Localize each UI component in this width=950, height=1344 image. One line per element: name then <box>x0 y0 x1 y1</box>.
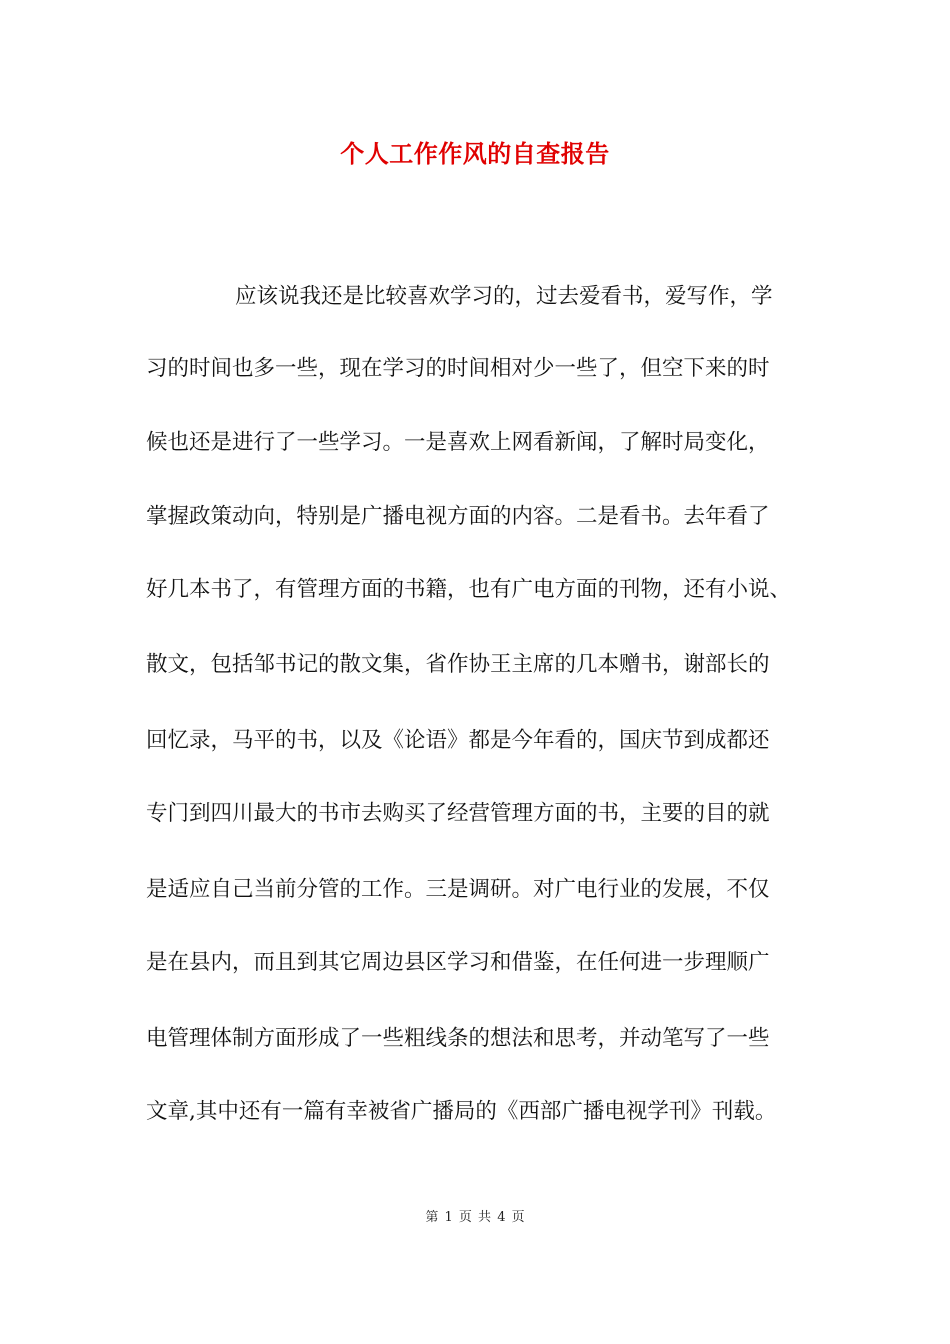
paragraph-line-6: 散文，包括邹书记的散文集，省作协王主席的几本赠书，谢部长的 <box>146 652 770 677</box>
paragraph-line-4: 掌握政策动向，特别是广播电视方面的内容。二是看书。去年看了 <box>146 504 770 529</box>
paragraph-line-9: 是适应自己当前分管的工作。三是调研。对广电行业的发展，不仅 <box>146 877 770 902</box>
document-title: 个人工作作风的自查报告 <box>340 139 610 168</box>
paragraph-line-11: 电管理体制方面形成了一些粗线条的想法和思考，并动笔写了一些 <box>146 1026 770 1051</box>
paragraph-line-12: 文章,其中还有一篇有幸被省广播局的《西部广播电视学刊》刊载。 <box>146 1099 777 1124</box>
paragraph-line-10: 是在县内，而且到其它周边县区学习和借鉴，在任何进一步理顺广 <box>146 950 770 975</box>
paragraph-line-5: 好几本书了，有管理方面的书籍，也有广电方面的刊物，还有小说、 <box>146 577 792 602</box>
paragraph-line-1: 应该说我还是比较喜欢学习的，过去爱看书，爱写作，学 <box>235 284 773 309</box>
paragraph-line-8: 专门到四川最大的书市去购买了经营管理方面的书，主要的目的就 <box>146 801 770 826</box>
paragraph-line-3: 候也还是进行了一些学习。一是喜欢上网看新闻，了解时局变化， <box>146 430 770 455</box>
paragraph-line-2: 习的时间也多一些，现在学习的时间相对少一些了，但空下来的时 <box>146 356 770 381</box>
page-number-footer: 第 1 页 共 4 页 <box>425 1210 525 1225</box>
paragraph-line-7: 回忆录，马平的书，以及《论语》都是今年看的，国庆节到成都还 <box>146 728 770 753</box>
